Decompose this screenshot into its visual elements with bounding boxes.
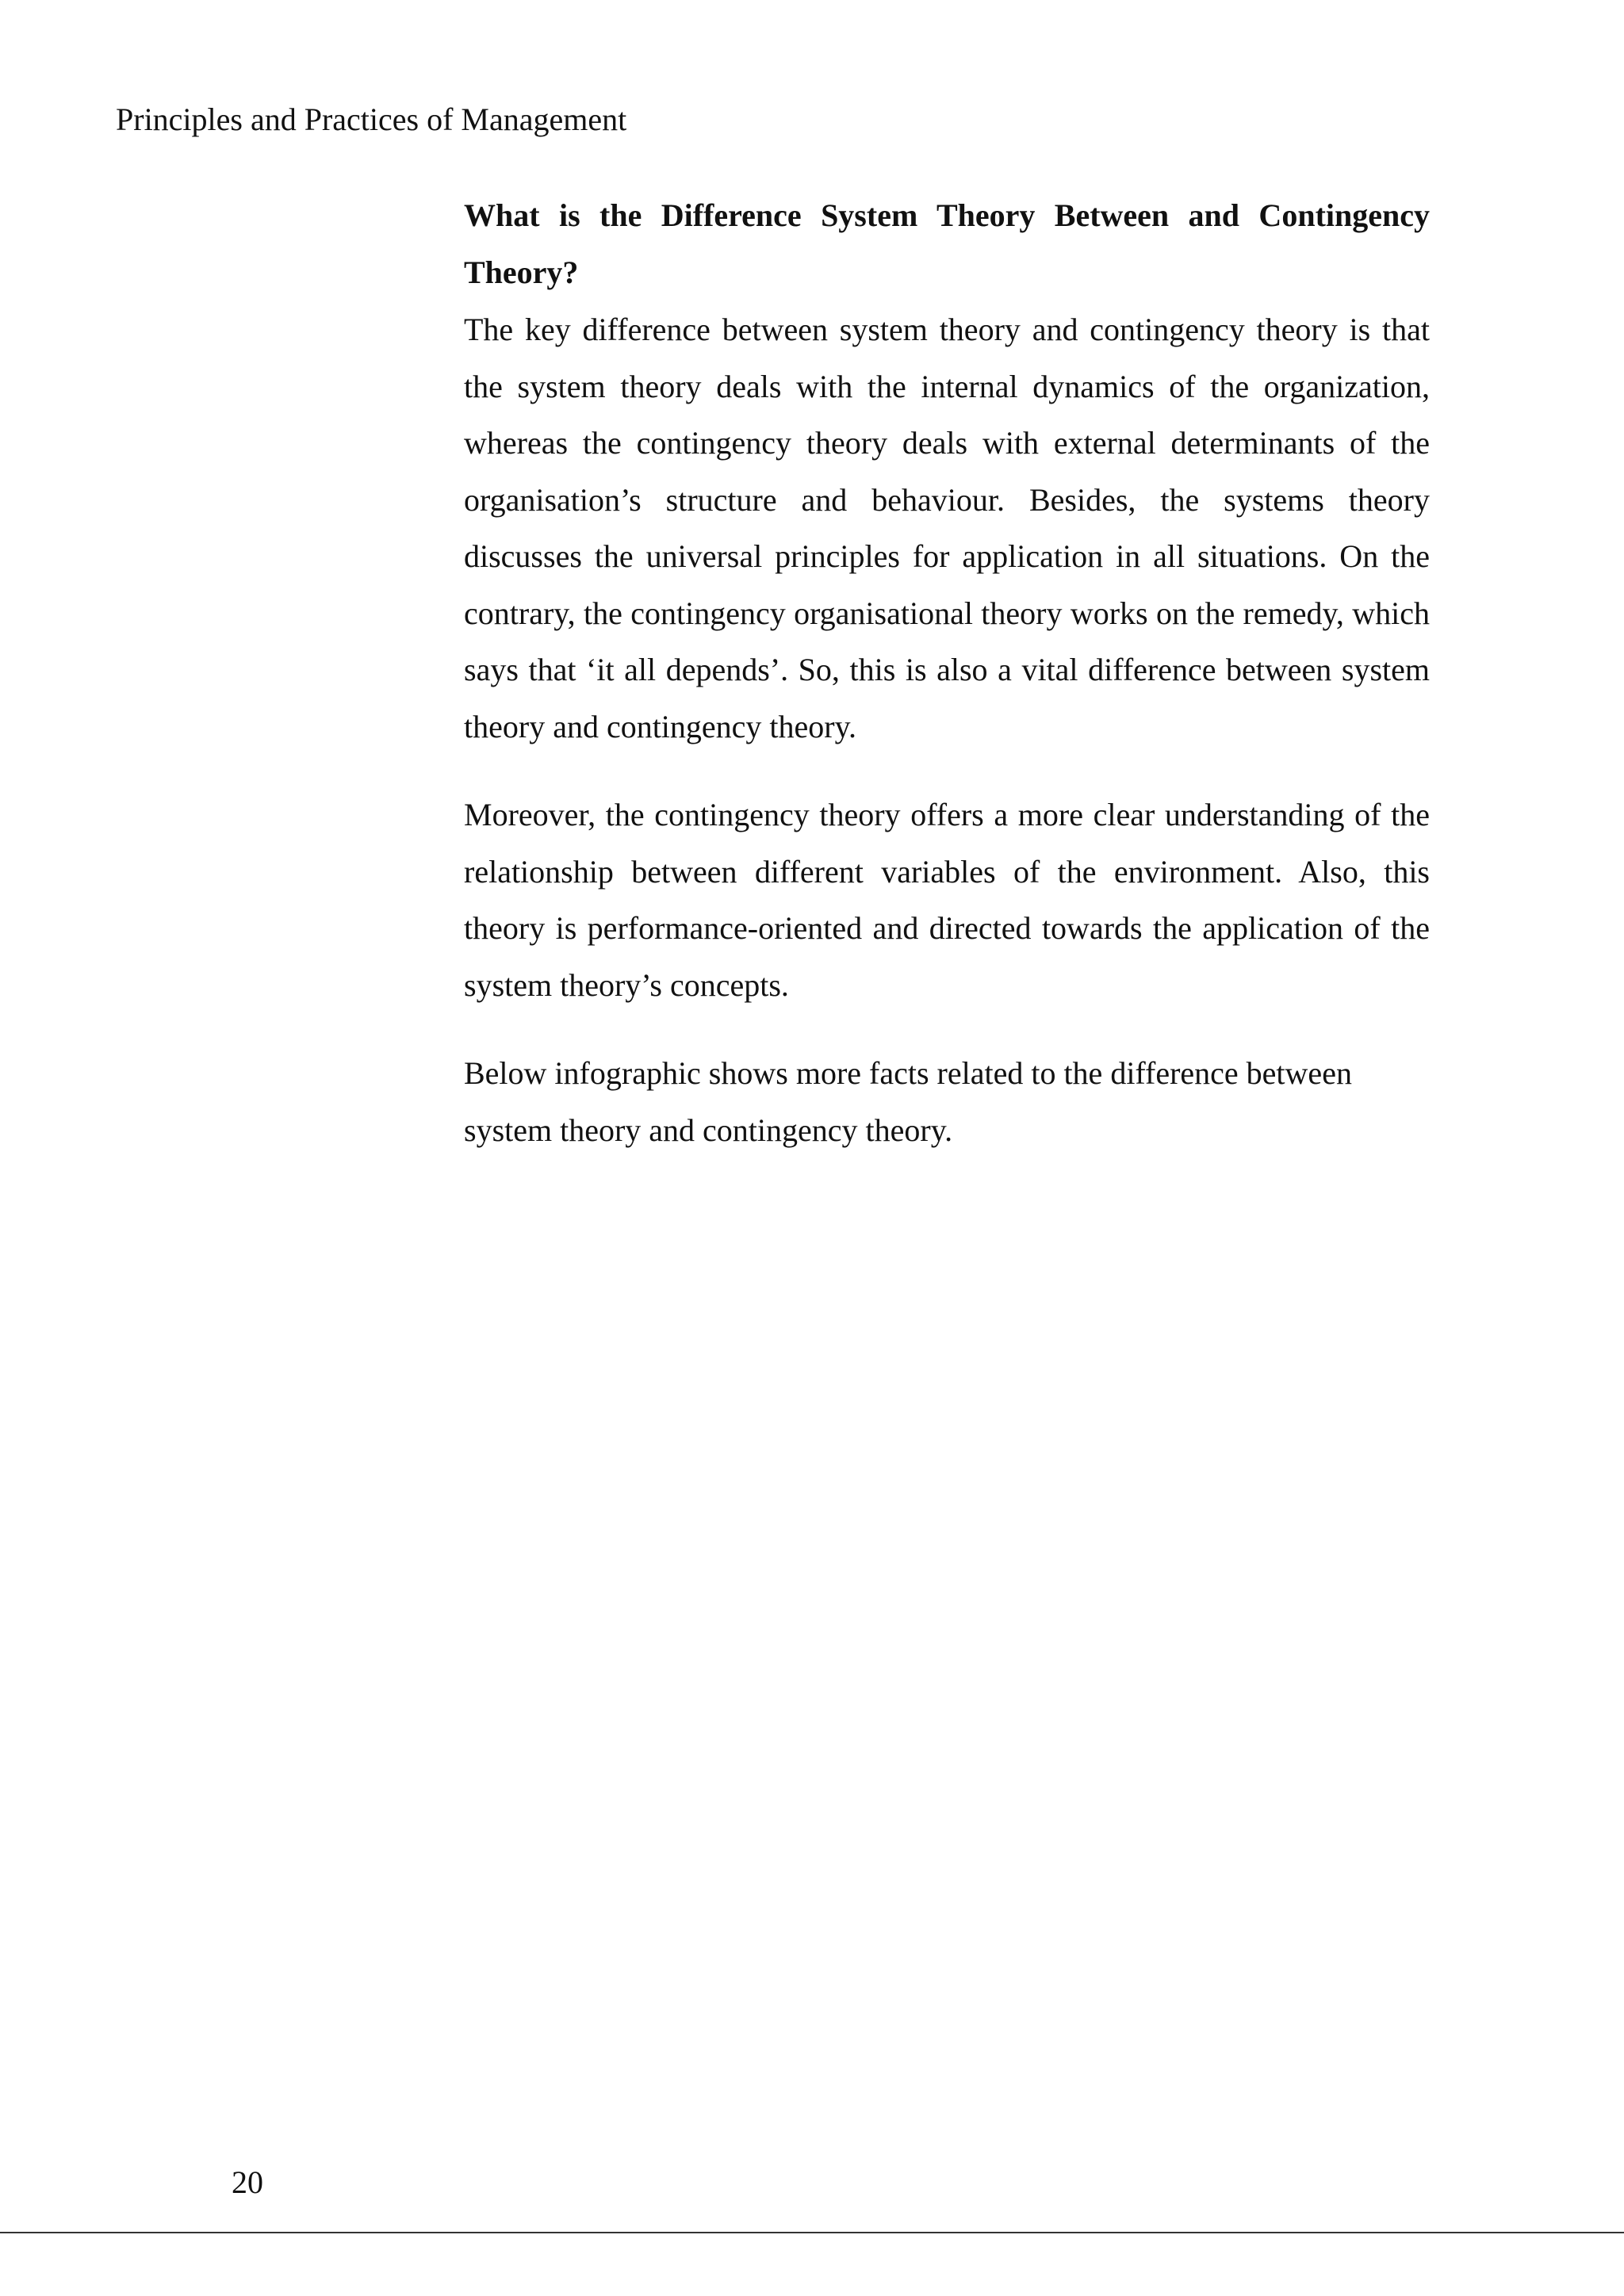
body-paragraph-1: The key difference between system theory and contingency theory is that the system theory deals with the internal dynamics of the organization, whereas the contingency theory deals with external determinants of the organisation’s structure and behaviour. Besides, the systems theory discusses the universal principles for application in all situations. On the contrary, the contingency organisational theory works on the remedy, which says that ‘it all depends’. So, this is also a vital difference between system theory and contingency theory. <box>464 312 1430 744</box>
section-heading: What is the Difference System Theory Between and Contingency Theory? <box>464 197 1430 290</box>
footer-divider <box>0 2232 1624 2233</box>
body-paragraph-2: Moreover, the contingency theory offers a more clear understanding of the relationship between different variables of the environment. Also, this theory is performance-oriented and directed towards the application of the system theory’s concepts. <box>464 797 1430 1003</box>
page-number: 20 <box>232 2164 263 2200</box>
running-header: Principles and Practices of Management <box>116 101 627 137</box>
body-paragraph-3: Below infographic shows more facts related to the difference between system theory and contingency theory. <box>464 1055 1352 1148</box>
main-content <box>464 187 1430 1158</box>
